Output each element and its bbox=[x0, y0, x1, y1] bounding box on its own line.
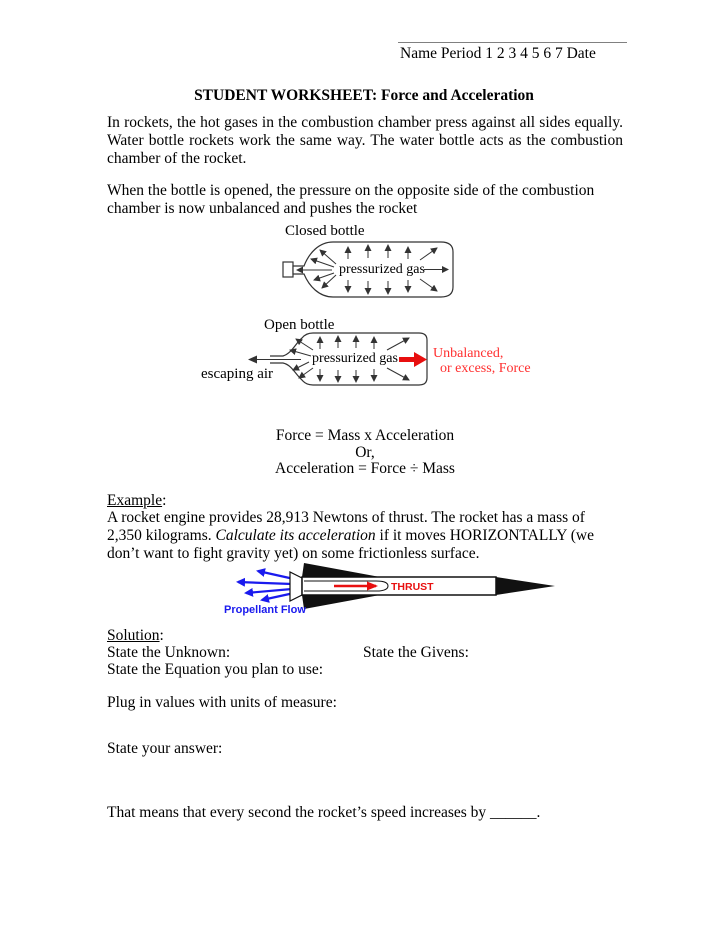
open-bottle-diagram bbox=[195, 314, 543, 394]
closed-bottle-diagram bbox=[278, 222, 464, 302]
name-line-rule bbox=[398, 42, 627, 43]
thrust-label: THRUST bbox=[391, 581, 434, 593]
example-heading: Example: bbox=[107, 492, 167, 509]
closed-gas-label: pressurized gas bbox=[339, 262, 425, 277]
equations-block bbox=[107, 428, 623, 478]
conclusion-line: That means that every second the rocket’s speed increases by ______. bbox=[107, 804, 541, 821]
page-title: STUDENT WORKSHEET: Force and Acceleration bbox=[194, 87, 534, 104]
equation-force: Force = Mass x Acceleration bbox=[275, 427, 455, 444]
state-unknown-label: State the Unknown: bbox=[107, 644, 231, 661]
escaping-air-label: escaping air bbox=[201, 366, 274, 382]
unbalanced-force-label-1: Unbalanced, bbox=[433, 346, 504, 361]
solution-heading: Solution: bbox=[107, 627, 164, 644]
state-givens-label: State the Givens: bbox=[363, 644, 469, 661]
example-paragraph: A rocket engine provides 28,913 Newtons of thrust. The rocket has a mass of 2,350 kilograms. Calculate its acceleration if it moves HORIZONTALLY (we don’t want to fight gravity yet) on some frictionless surface. bbox=[107, 509, 594, 562]
state-equation-label: State the Equation you plan to use: bbox=[107, 661, 324, 678]
intro-paragraph: In rockets, the hot gases in the combustion chamber press against all sides equally. Water bottle rockets work the same way. The water bottle acts as the combustion chamber of the rocket. bbox=[107, 114, 623, 167]
rocket-bottom-fin bbox=[302, 595, 380, 609]
propellant-flow-label: Propellant Flow bbox=[224, 604, 306, 616]
open-gas-label: pressurized gas bbox=[312, 351, 398, 366]
closed-bottle-label: Closed bottle bbox=[285, 223, 365, 239]
rocket-thrust-diagram bbox=[218, 562, 566, 618]
name-period-date: Name Period 1 2 3 4 5 6 7 Date bbox=[400, 45, 596, 62]
pressure-paragraph: When the bottle is opened, the pressure on the opposite side of the combustion chamber is now unbalanced and pushes the rocket bbox=[107, 182, 595, 217]
equation-acceleration: Acceleration = Force ÷ Mass bbox=[275, 460, 455, 477]
rocket-nose-cone bbox=[496, 577, 555, 595]
rocket-top-fin bbox=[302, 563, 380, 577]
state-answer-label: State your answer: bbox=[107, 740, 223, 757]
rocket-nozzle bbox=[290, 572, 302, 601]
equation-or: Or, bbox=[355, 443, 375, 461]
open-bottle-label: Open bottle bbox=[264, 317, 335, 333]
plug-in-values-label: Plug in values with units of measure: bbox=[107, 694, 337, 711]
unbalanced-force-label-2: or excess, Force bbox=[440, 361, 531, 376]
propellant-flow-arrows-icon bbox=[238, 571, 294, 600]
example-italic: Calculate its acceleration bbox=[215, 527, 376, 544]
